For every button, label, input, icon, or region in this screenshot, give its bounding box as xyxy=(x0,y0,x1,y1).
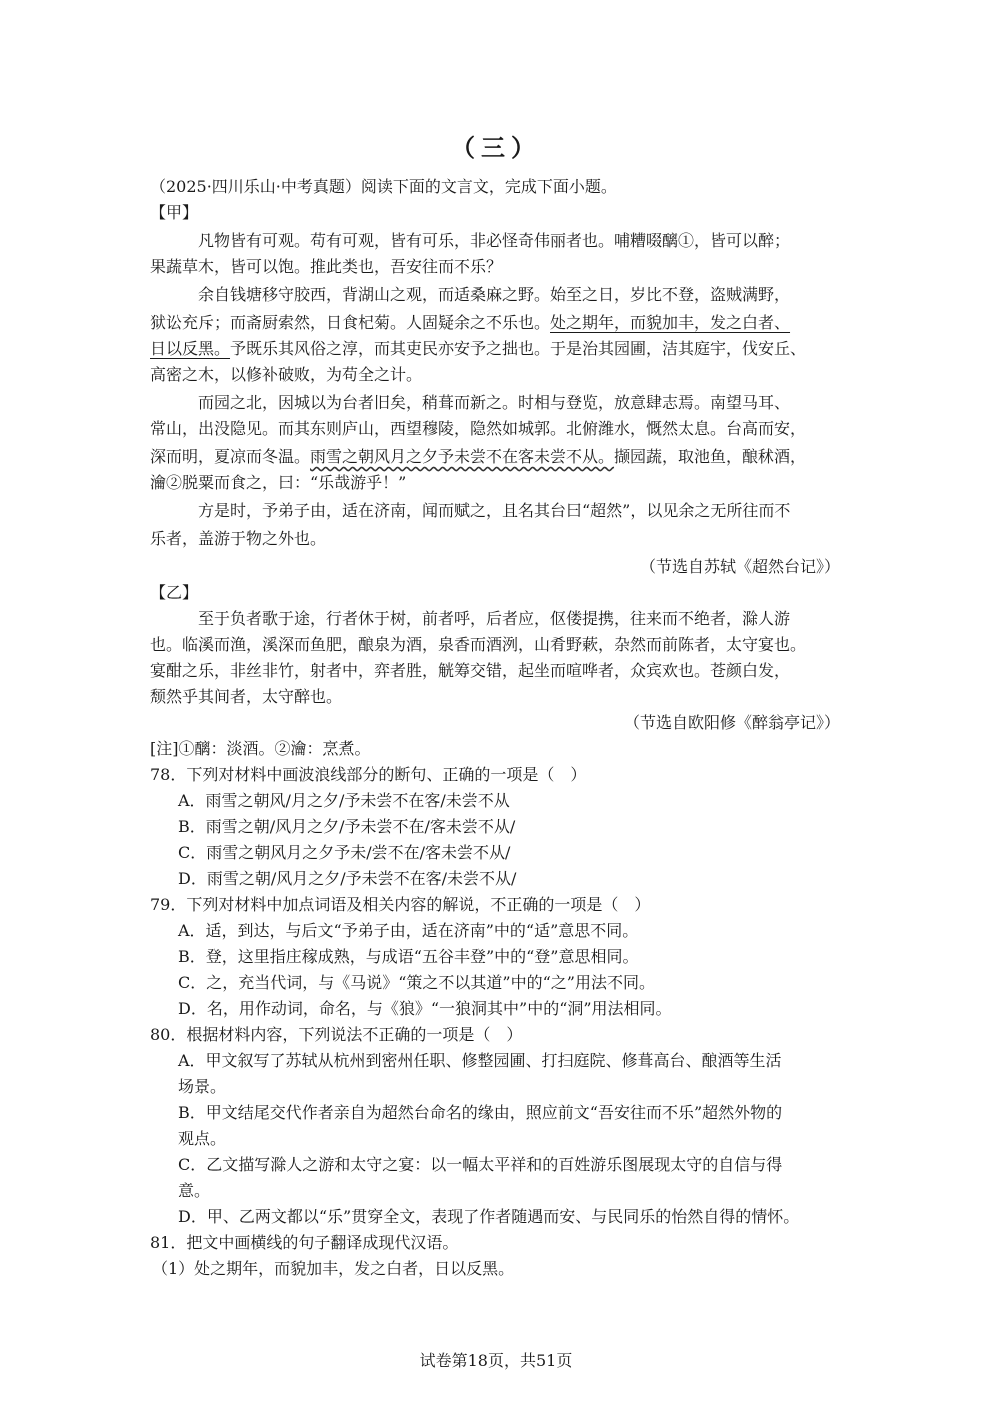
question-81-sub-1: （1）处之期年，而貌加丰，发之白者，日以反黑。 xyxy=(152,1259,515,1278)
question-78-option-c: C．雨雪之朝风月之夕予未/尝不在/客未尝不从/ xyxy=(178,843,511,862)
jia-line-1: 凡物皆有可观。苟有可观，皆有可乐，非必怪奇伟丽者也。哺糟啜醨①，皆可以醉； xyxy=(198,231,791,250)
jia-line-5-text: 予既乐其风俗之淳，而其吏民亦安予之拙也。于是治其园圃，洁其庭宇，伐安丘、 xyxy=(230,339,807,358)
question-80-option-d: D．甲、乙两文都以“乐”贯穿全文，表现了作者随遇而安、与民同乐的怡然自得的情怀。 xyxy=(178,1207,800,1226)
page-footer: 试卷第18页，共51页 xyxy=(419,1351,573,1370)
section-title: （三） xyxy=(451,134,541,162)
question-79-stem: 79．下列对材料中加点词语及相关内容的解说，不正确的一项是（ ） xyxy=(150,895,651,914)
jia-line-8: 常山，出没隐见。而其东则庐山，西望穆陵，隐然如城郭。北俯潍水，慨然太息。台高而安， xyxy=(150,419,807,438)
question-80-option-a: A．甲文叙写了苏轼从杭州到密州任职、修整园圃、打扫庭院、修葺高台、酿酒等生活 xyxy=(178,1051,782,1070)
question-80-option-a-cont: 场景。 xyxy=(178,1077,227,1096)
question-79-option-c: C．之，充当代词，与《马说》“策之不以其道”中的“之”用法不同。 xyxy=(178,973,655,992)
question-80-option-c: C．乙文描写滁人之游和太守之宴：以一幅太平祥和的百姓游乐图展现太守的自信与得 xyxy=(178,1155,783,1174)
question-79-option-a: A．适，到达，与后文“予弟子由，适在济南”中的“适”意思不同。 xyxy=(178,921,639,940)
jia-line-7: 而园之北，因城以为台者旧矣，稍葺而新之。时相与登览，放意肆志焉。南望马耳、 xyxy=(198,393,791,412)
yi-line-3: 宴酣之乐，非丝非竹，射者中，弈者胜，觥筹交错，起坐而喧哗者，众宾欢也。苍颜白发， xyxy=(150,661,791,680)
question-78-option-a: A．雨雪之朝风/月之夕/予未尝不在客/未尝不从 xyxy=(178,791,510,810)
question-81-stem: 81．把文中画横线的句子翻译成现代汉语。 xyxy=(150,1233,459,1252)
jia-line-9-tail: 撷园蔬，取池鱼，酿秫酒， xyxy=(614,447,807,466)
question-79-option-b: B．登，这里指庄稼成熟，与成语“五谷丰登”中的“登”意思相同。 xyxy=(178,947,639,966)
jia-line-4 xyxy=(150,312,850,334)
passage-jia-label: 【甲】 xyxy=(150,203,199,222)
jia-line-6: 高密之木，以修补破败，为苟全之计。 xyxy=(150,365,423,384)
note: [注]①醨：淡酒。②瀹：烹煮。 xyxy=(150,739,371,758)
jia-line-9-text: 深而明，夏凉而冬温。 xyxy=(150,447,311,466)
question-79-option-d: D．名，用作动词，命名，与《狼》“一狼洞其中”中的“洞”用法相同。 xyxy=(178,999,672,1018)
question-78-option-d: D．雨雪之朝/风月之夕/予未尝不在客/未尝不从/ xyxy=(178,869,517,888)
question-80-option-c-cont: 意。 xyxy=(178,1181,211,1200)
jia-line-4-text: 狱讼充斥；而斋厨索然，日食杞菊。人固疑余之不乐也。 xyxy=(150,313,551,332)
passage-yi-label: 【乙】 xyxy=(150,583,199,602)
yi-line-4: 颓然乎其间者，太守醉也。 xyxy=(150,687,343,706)
jia-line-2: 果蔬草木，皆可以饱。推此类也，吾安往而不乐？ xyxy=(150,257,503,276)
yi-line-1: 至于负者歌于途，行者休于树，前者呼，后者应，伛偻提携，往来而不绝者，滁人游 xyxy=(198,609,791,628)
question-80-option-b-cont: 观点。 xyxy=(178,1129,227,1148)
jia-line-9 xyxy=(150,446,850,468)
jia-line-10: 瀹②脱粟而食之，曰：“乐哉游乎！” xyxy=(150,473,407,492)
passage-yi-source: （节选自欧阳修《醉翁亭记》） xyxy=(623,713,840,732)
wavy-underlined-sentence: 雨雪之朝风月之夕予未尝不在客未尝不从。 xyxy=(310,447,615,466)
intro-line: （2025·四川乐山·中考真题）阅读下面的文言文，完成下面小题。 xyxy=(150,177,617,196)
jia-line-11: 方是时，予弟子由，适在济南，闻而赋之，且名其台曰“超然”，以见余之无所往而不 xyxy=(198,501,791,520)
passage-jia-source: （节选自苏轼《超然台记》） xyxy=(639,557,840,576)
jia-line-12: 乐者，盖游于物之外也。 xyxy=(150,529,327,548)
question-78-option-b: B．雨雪之朝/风月之夕/予未尝不在/客未尝不从/ xyxy=(178,817,516,836)
jia-line-5 xyxy=(150,338,850,360)
question-80-option-b: B．甲文结尾交代作者亲自为超然台命名的缘由，照应前文“吾安往而不乐”超然外物的 xyxy=(178,1103,783,1122)
jia-line-3: 余自钱塘移守胶西，背湖山之观，而适桑麻之野。始至之日，岁比不登，盗贼满野， xyxy=(198,285,791,304)
underlined-sentence-1a: 处之期年，而貌加丰，发之白者、 xyxy=(550,313,791,332)
question-80-stem: 80．根据材料内容，下列说法不正确的一项是（ ） xyxy=(150,1025,523,1044)
underlined-sentence-1b: 日以反黑。 xyxy=(150,339,231,358)
question-78-stem: 78．下列对材料中画波浪线部分的断句、正确的一项是（ ） xyxy=(150,765,587,784)
yi-line-2: 也。临溪而渔，溪深而鱼肥，酿泉为酒，泉香而酒洌，山肴野蔌，杂然而前陈者，太守宴也。 xyxy=(150,635,807,654)
